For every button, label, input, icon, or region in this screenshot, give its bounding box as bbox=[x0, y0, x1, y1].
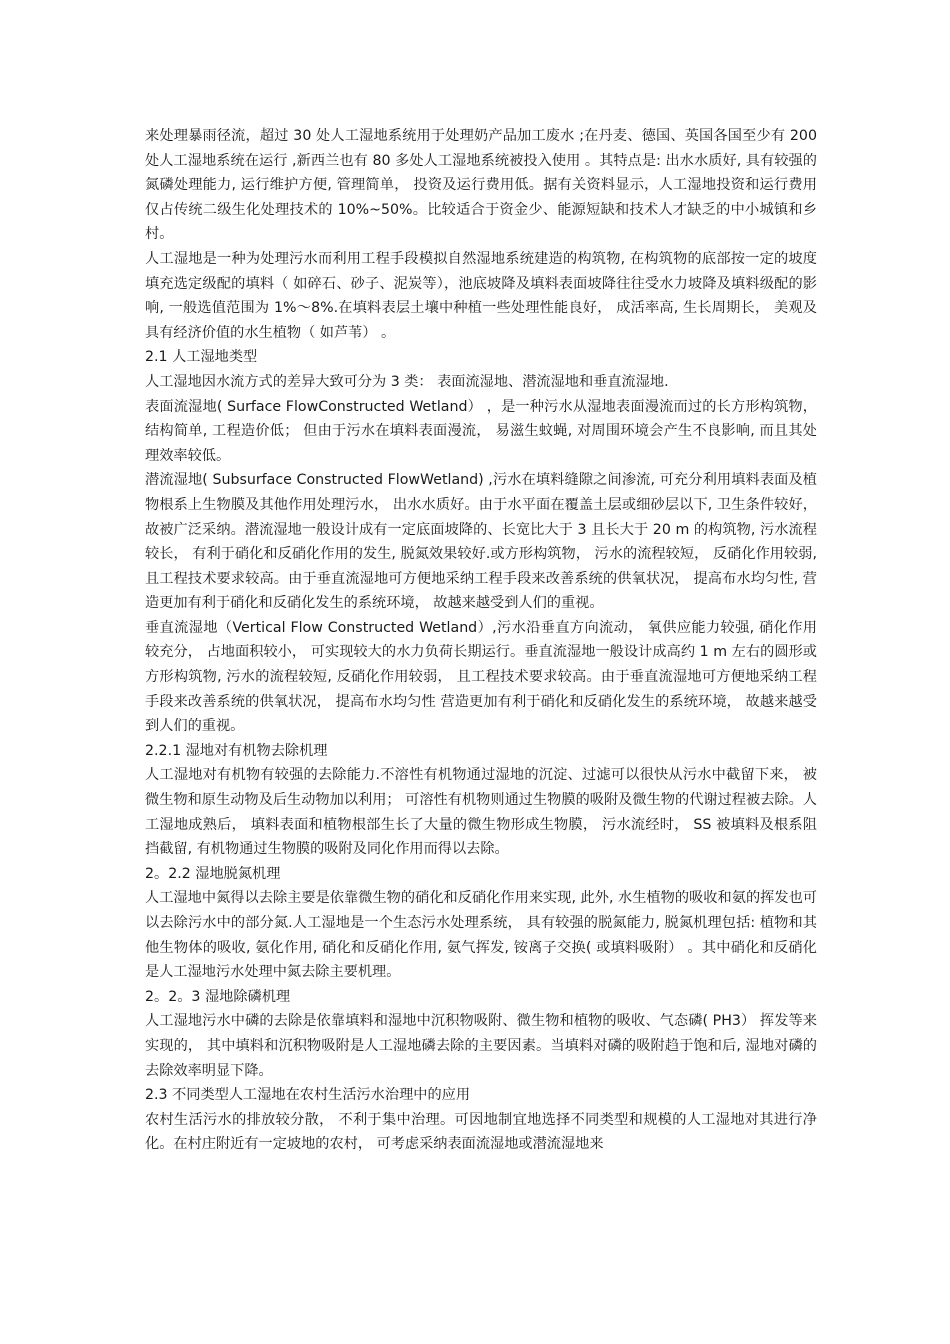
paragraph-subsurface-flow: 潜流湿地( Subsurface Constructed FlowWetland) ,污水在填料缝隙之间渗流, 可充分利用填料表面及植物根系上生物膜及其他作用处理污水， 出水水质好。由于水平面在覆盖土层或细砂层以下, 卫生条件较好， 故被广泛采纳。潜流湿地一般设计成有一定底面坡降的、长宽比大于 3 且长大于 20 m 的构筑物, 污水流程较长， 有利于硝化和反硝化作用的发生, 脱氮效果较好.或方形构筑物， 污水的流程较短， 反硝化作用较弱, 且工程技术要求较高。由于垂直流湿地可方便地采纳工程手段来改善系统的供氧状况， 提高布水均匀性, 营造更加有利于硝化和反硝化发生的系统环境， 故越来越受到人们的重视。 bbox=[145, 472, 817, 612]
paragraph-wetland-definition: 人工湿地是一种为处理污水而利用工程手段模拟自然湿地系统建造的构筑物, 在构筑物的底部按一定的坡度填充选定级配的填料（ 如碎石、砂子、泥炭等），池底坡降及填料表面坡降往往受水力坡降及填料级配的影响, 一般选值范围为 1%～8%.在填料表层土壤中种植一些处理性能良好， 成活率高, 生长周期长， 美观及具有经济价值的水生植物（ 如芦苇） 。 bbox=[145, 250, 817, 341]
paragraph-phosphorus-removal: 人工湿地污水中磷的去除是依靠填料和湿地中沉积物吸附、微生物和植物的吸收、气态磷( PH3） 挥发等来实现的， 其中填料和沉积物吸附是人工湿地磷去除的主要因素。当填料对磷的吸附趋于饱和后, 湿地对磷的去除效率明显下降。 bbox=[145, 1013, 817, 1079]
heading-2-3: 2.3 不同类型人工湿地在农村生活污水治理中的应用 bbox=[145, 1087, 471, 1104]
paragraph-vertical-flow: 垂直流湿地（Vertical Flow Constructed Wetland）,污水沿垂直方向流动， 氧供应能力较强, 硝化作用较充分， 占地面积较小， 可实现较大的水力负荷长期运行。垂直流湿地一般设计成高约 1 m 左右的圆形或方形构筑物, 污水的流程较短, 反硝化作用较弱， 且工程技术要求较高。由于垂直流湿地可方便地采纳工程手段来改善系统的供氧状况， 提高布水均匀性 营造更加有利于硝化和反硝化发生的系统环境， 故越来越受到人们的重视。 bbox=[145, 619, 817, 735]
paragraph-surface-flow: 表面流湿地( Surface FlowConstructed Wetland） ，是一种污水从湿地表面漫流而过的长方形构筑物， 结构简单, 工程造价低； 但由于污水在填料表面漫流， 易滋生蚊蝇, 对周围环境会产生不良影响, 而且其处理效率较低。 bbox=[145, 398, 817, 464]
paragraph-organic-removal: 人工湿地对有机物有较强的去除能力.不溶性有机物通过湿地的沉淀、过滤可以很快从污水中截留下来， 被微生物和原生动物及后生动物加以利用； 可溶性有机物则通过生物膜的吸附及微生物的代谢过程被去除。人工湿地成熟后， 填料表面和植物根部生长了大量的微生物形成生物膜， 污水流经时， SS 被填料及根系阻挡截留, 有机物通过生物膜的吸附及同化作用而得以去除。 bbox=[145, 767, 817, 858]
heading-2-2-3: 2。2。3 湿地除磷机理 bbox=[145, 988, 291, 1005]
heading-2-1: 2.1 人工湿地类型 bbox=[145, 349, 258, 366]
heading-2-2-1: 2.2.1 湿地对有机物去除机理 bbox=[145, 742, 328, 759]
document-page bbox=[145, 124, 817, 1157]
paragraph-nitrogen-removal: 人工湿地中氮得以去除主要是依靠微生物的硝化和反硝化作用来实现, 此外, 水生植物的吸收和氨的挥发也可以去除污水中的部分氮.人工湿地是一个生态污水处理系统， 具有较强的脱氮能力, 脱氮机理包括: 植物和其他生物体的吸收, 氨化作用, 硝化和反硝化作用, 氨气挥发, 铵离子交换( 或填料吸附） 。其中硝化和反硝化是人工湿地污水处理中氮去除主要机理。 bbox=[145, 890, 817, 981]
paragraph-intro-cases: 来处理暴雨径流，超过 30 处人工湿地系统用于处理奶产品加工废水 ;在丹麦、德国、英国各国至少有 200 处人工湿地系统在运行 ,新西兰也有 80 多处人工湿地系统被投入使用 。其特点是: 出水水质好, 具有较强的氮磷处理能力, 运行维护方便, 管理简单， 投资及运行费用低。据有关资料显示，人工湿地投资和运行费用仅占传统二级生化处理技术的 10%~50%。比较适合于资金少、能源短缺和技术人才缺乏的中小城镇和乡村。 bbox=[145, 128, 817, 243]
heading-2-2-2: 2。2.2 湿地脱氮机理 bbox=[145, 865, 281, 882]
paragraph-rural-application: 农村生活污水的排放较分散， 不利于集中治理。可因地制宜地选择不同类型和规模的人工湿地对其进行净化。在村庄附近有一定坡地的农村， 可考虑采纳表面流湿地或潜流湿地来 bbox=[145, 1111, 817, 1153]
paragraph-wetland-types: 人工湿地因水流方式的差异大致可分为 3 类： 表面流湿地、潜流湿地和垂直流湿地. bbox=[145, 373, 669, 390]
